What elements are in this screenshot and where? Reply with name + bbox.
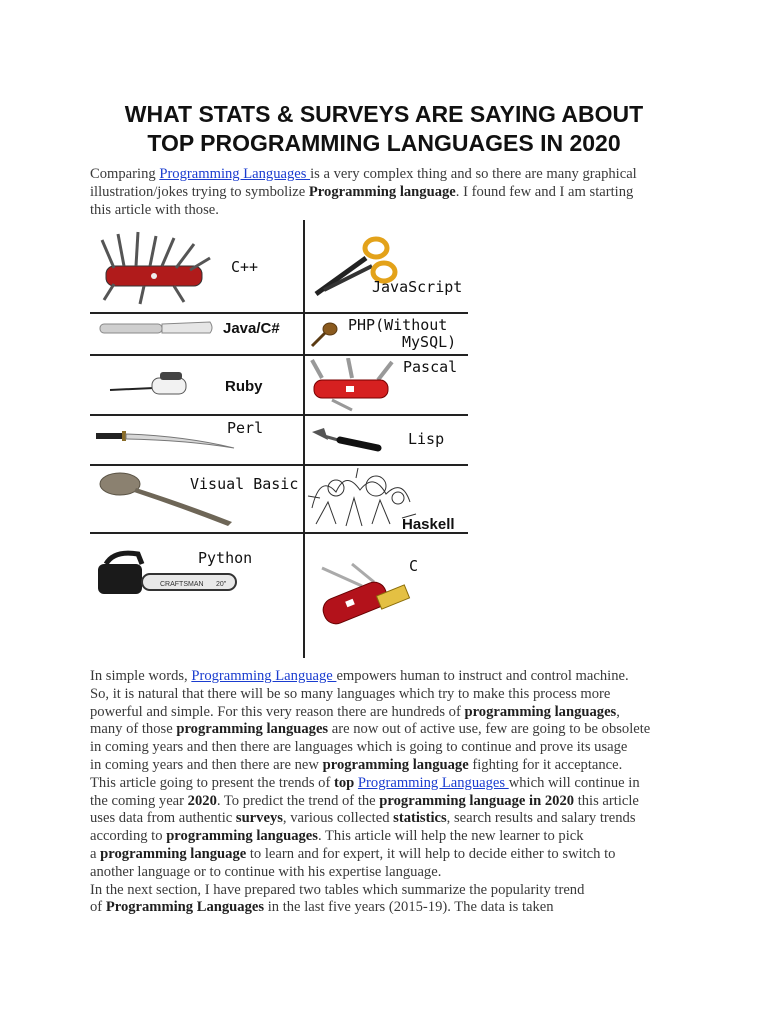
text: Comparing bbox=[90, 166, 160, 182]
text: illustration/jokes trying to symbolize bbox=[90, 183, 309, 200]
text: which will continue in bbox=[508, 774, 640, 791]
text: of bbox=[90, 899, 106, 916]
text: . To predict the trend of the bbox=[216, 792, 380, 809]
text: In simple words, bbox=[90, 668, 192, 684]
bold-text: programming languages bbox=[166, 828, 318, 845]
title-line-1: WHAT STATS & SURVEYS ARE SAYING ABOUT bbox=[124, 101, 644, 127]
top-programming-languages-link[interactable]: Programming Languages bbox=[357, 774, 509, 791]
label-javascript: JavaScript bbox=[372, 278, 463, 296]
text: in coming years and then there are languages which is going to continue and prove its usage bbox=[90, 739, 628, 756]
text: This article going to present the trends of bbox=[90, 774, 334, 791]
text: a bbox=[90, 845, 101, 862]
wooden-tool-icon bbox=[308, 320, 340, 350]
article-title bbox=[60, 100, 708, 158]
text: uses data from authentic bbox=[90, 810, 236, 827]
text: , various collected bbox=[282, 810, 394, 827]
text: according to bbox=[90, 828, 167, 845]
garden-tool-icon bbox=[310, 426, 382, 454]
text: . I found few and I am starting bbox=[455, 183, 634, 200]
swiss-knife-icon bbox=[308, 358, 398, 414]
divider-row-3 bbox=[90, 414, 468, 416]
text: in the last five years (2015-19). The data is taken bbox=[264, 899, 554, 916]
text: this article with those. bbox=[90, 201, 219, 218]
usb-swiss-knife-icon bbox=[312, 560, 422, 638]
bold-text: Programming Languages bbox=[105, 899, 265, 916]
text: . This article will help the new learner to pick bbox=[317, 828, 584, 845]
bold-text: top bbox=[333, 774, 355, 791]
programming-language-link[interactable]: Programming Language bbox=[191, 668, 337, 684]
chainsaw-size-text: 20" bbox=[216, 581, 227, 588]
label-c: C bbox=[409, 557, 419, 575]
programming-languages-link[interactable]: Programming Languages bbox=[159, 166, 311, 182]
chainsaw-brand-text: CRAFTSMAN bbox=[160, 581, 204, 588]
bold-text: statistics bbox=[393, 810, 447, 827]
label-java-csharp: Java/C# bbox=[223, 320, 280, 337]
text: the coming year bbox=[90, 792, 188, 809]
bold-text: programming language in 2020 bbox=[379, 792, 575, 809]
divider-row-2 bbox=[90, 354, 468, 356]
divider-vertical bbox=[303, 220, 305, 658]
electric-knife-icon bbox=[108, 368, 194, 400]
text: this article bbox=[574, 792, 639, 809]
katana-icon bbox=[94, 428, 238, 452]
label-python: Python bbox=[198, 549, 253, 567]
label-visual-basic: Visual Basic bbox=[190, 475, 299, 493]
text: fighting for it acceptance. bbox=[468, 756, 623, 773]
divider-row-4 bbox=[90, 464, 468, 466]
bold-text: 2020 bbox=[187, 792, 217, 809]
intro-paragraph bbox=[90, 166, 670, 219]
label-cpp: C++ bbox=[231, 258, 259, 276]
text: So, it is natural that there will be so many languages which try to make this process more bbox=[90, 685, 611, 702]
text: are now out of active use, few are going to be obsolete bbox=[328, 721, 651, 738]
label-haskell: Haskell bbox=[402, 516, 455, 533]
bold-text: programming languages bbox=[464, 703, 617, 720]
text: In the next section, I have prepared two tables which summarize the popularity trend bbox=[90, 881, 585, 898]
text: is a very complex thing and so there are many graphical bbox=[310, 166, 637, 182]
body-paragraph bbox=[90, 668, 670, 917]
text: empowers human to instruct and control machine. bbox=[336, 668, 629, 684]
title-line-2: TOP PROGRAMMING LANGUAGES IN 2020 bbox=[147, 130, 621, 156]
bold-text: Programming language bbox=[308, 183, 456, 200]
label-mysql: MySQL) bbox=[402, 333, 457, 351]
bold-text: programming language bbox=[322, 756, 469, 773]
giant-swiss-army-knife-icon bbox=[94, 228, 214, 308]
text: powerful and simple. For this very reason there are hundreds of bbox=[90, 703, 465, 720]
label-pascal: Pascal bbox=[403, 358, 458, 376]
text: to learn and for expert, it will help to decide either to switch to bbox=[246, 845, 616, 862]
butter-knife-icon bbox=[98, 318, 214, 338]
bold-text: programming language bbox=[100, 845, 247, 862]
text: another language or to continue with his expertise language. bbox=[90, 863, 442, 880]
label-lisp: Lisp bbox=[408, 430, 445, 448]
label-ruby: Ruby bbox=[225, 378, 263, 395]
divider-row-1 bbox=[90, 312, 468, 314]
text: , bbox=[616, 703, 620, 720]
bold-text: programming languages bbox=[176, 721, 329, 738]
language-tools-comparison-image bbox=[90, 220, 468, 658]
text: many of those bbox=[90, 721, 177, 738]
text: , search results and salary trends bbox=[446, 810, 636, 827]
label-php: PHP(Without bbox=[348, 316, 448, 334]
label-perl: Perl bbox=[227, 419, 264, 437]
bold-text: surveys bbox=[235, 810, 283, 827]
text: in coming years and then there are new bbox=[90, 756, 323, 773]
